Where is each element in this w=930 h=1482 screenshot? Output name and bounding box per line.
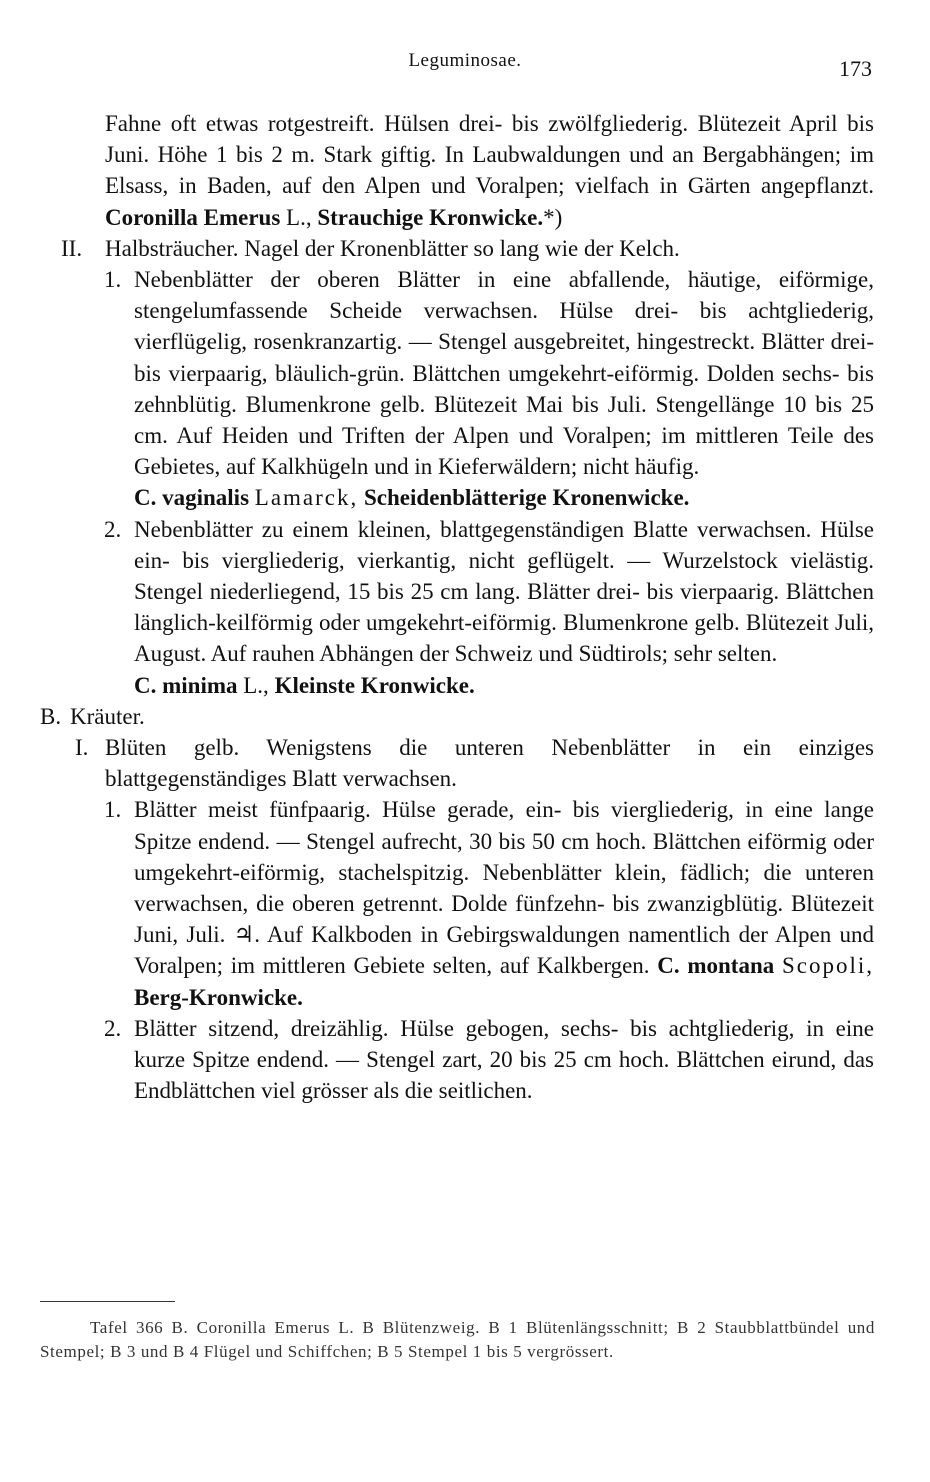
common-name: Berg-Kronwicke. — [134, 984, 303, 1010]
section-marker: B. — [40, 703, 62, 729]
common-name: Kleinste Kronwicke. — [274, 672, 475, 698]
item-marker: 2. — [104, 516, 122, 542]
description-text: Fahne oft etwas rotgestreift. Hülsen drei- bis zwölfgliederig. Blütezeit April bis Juni. Höhe 1 bis 2 m. Stark giftig. In Laubwaldungen und an Bergabhängen; im Elsass, in Baden, auf den Alpen und Voralpen; vielfach in Gärten angepflanzt. — [105, 111, 874, 199]
section-I — [75, 732, 874, 794]
item-II-2 — [104, 514, 874, 701]
species-name: Coronilla Emerus — [105, 204, 281, 230]
section-text: Blüten gelb. Wenigstens die unteren Nebenblätter in ein einziges blattgegenständiges Blatt verwachsen. — [105, 735, 874, 792]
section-II — [61, 233, 874, 264]
section-text: Kräuter. — [70, 703, 145, 729]
paragraph-coronilla-emerus — [105, 108, 874, 233]
item-I-2 — [104, 1013, 874, 1107]
species-name: C. minima — [134, 672, 238, 698]
footnote-divider — [40, 1301, 175, 1302]
description-text: Nebenblätter der oberen Blätter in eine abfallende, häutige, eiförmige, stengelumfassende Scheide verwachsen. Hülse drei- bis achtgliederig, vierflügelig, rosenkranzartig. — Stengel ausgebreitet, hingestreckt. Blätter drei- bis vierpaarig, bläulich-grün. Blättchen umgekehrt-eiförmig. Dolden sechs- bis zehnblütig. Blumenkrone gelb. Blütezeit Mai bis Juli. Stengellänge 10 bis 25 cm. Auf Heiden und Triften der Alpen und Voralpen; im mittleren Teile des Gebietes, auf Kalkhügeln und in Kieferwäldern; nicht häufig. — [134, 267, 874, 480]
page-number: 173 — [839, 56, 872, 81]
description-text: Blätter sitzend, dreizählig. Hülse gebogen, sechs- bis achtgliederig, in eine kurze Spitze endend. — Stengel zart, 20 bis 25 cm hoch. Blättchen eirund, das Endblättchen viel grösser als die seitlichen. — [134, 1015, 874, 1104]
section-B — [40, 701, 874, 732]
body-text — [0, 108, 930, 1107]
item-I-1 — [104, 794, 875, 1012]
description-text: Nebenblätter zu einem kleinen, blattgegenständigen Blatte verwachsen. Hülse ein- bis viergliederig, vierkantig, nicht geflügelt. — Wurzelstock vielästig. Stengel niederliegend, 15 bis 25 cm lang. Blätter drei- bis vierpaarig. Blättchen länglich-keilförmig oder umgekehrt-eiförmig. Blumenkrone gelb. Blütezeit Juli, August. Auf rauhen Abhängen der Schweiz und Südtirols; sehr selten. — [134, 516, 874, 667]
species-author: Lamarck, — [254, 485, 359, 511]
item-marker: 1. — [104, 797, 122, 823]
common-name: Scheidenblätterige Kronenwicke. — [364, 485, 690, 511]
item-marker: 1. — [104, 267, 122, 293]
species-author: L., — [286, 204, 312, 230]
item-II-1 — [104, 264, 874, 514]
common-name: Strauchige Kronwicke. — [317, 204, 544, 230]
running-head: Leguminosae. — [408, 50, 522, 71]
species-author: L., — [243, 672, 269, 698]
footnote-text: Tafel 366 B. Coronilla Emerus L. B Blütenzweig. B 1 Blütenlängsschnitt; B 2 Staubblattbündel und Stempel; B 3 und B 4 Flügel und Schiffchen; B 5 Stempel 1 bis 5 vergrössert. — [40, 1318, 875, 1361]
section-marker: II. — [61, 235, 83, 261]
footnote — [40, 1316, 875, 1363]
footnote-reference: *) — [543, 204, 563, 230]
species-name: C. vaginalis — [134, 485, 250, 511]
section-text: Halbsträucher. Nagel der Kronenblätter so lang wie der Kelch. — [105, 235, 680, 261]
species-author: Scopoli, — [782, 953, 875, 979]
description-text: Blätter meist fünfpaarig. Hülse gerade, ein- bis viergliederig, in eine lange Spitze endend. — Stengel aufrecht, 30 bis 50 cm hoch. Blättchen eiförmig oder umgekehrt-eiförmig, stachelspitzig. Nebenblätter klein, fädlich; die unteren verwachsen, die oberen getrennt. Dolde fünfzehn- bis zwanzigblütig. Blütezeit Juni, Juli. ♃. Auf Kalkboden in Gebirgswaldungen namentlich der Alpen und Voralpen; im mittleren Gebiete selten, auf Kalkbergen. — [134, 797, 874, 979]
section-marker: I. — [75, 735, 89, 761]
item-marker: 2. — [104, 1015, 122, 1041]
species-name: C. montana — [657, 953, 775, 979]
